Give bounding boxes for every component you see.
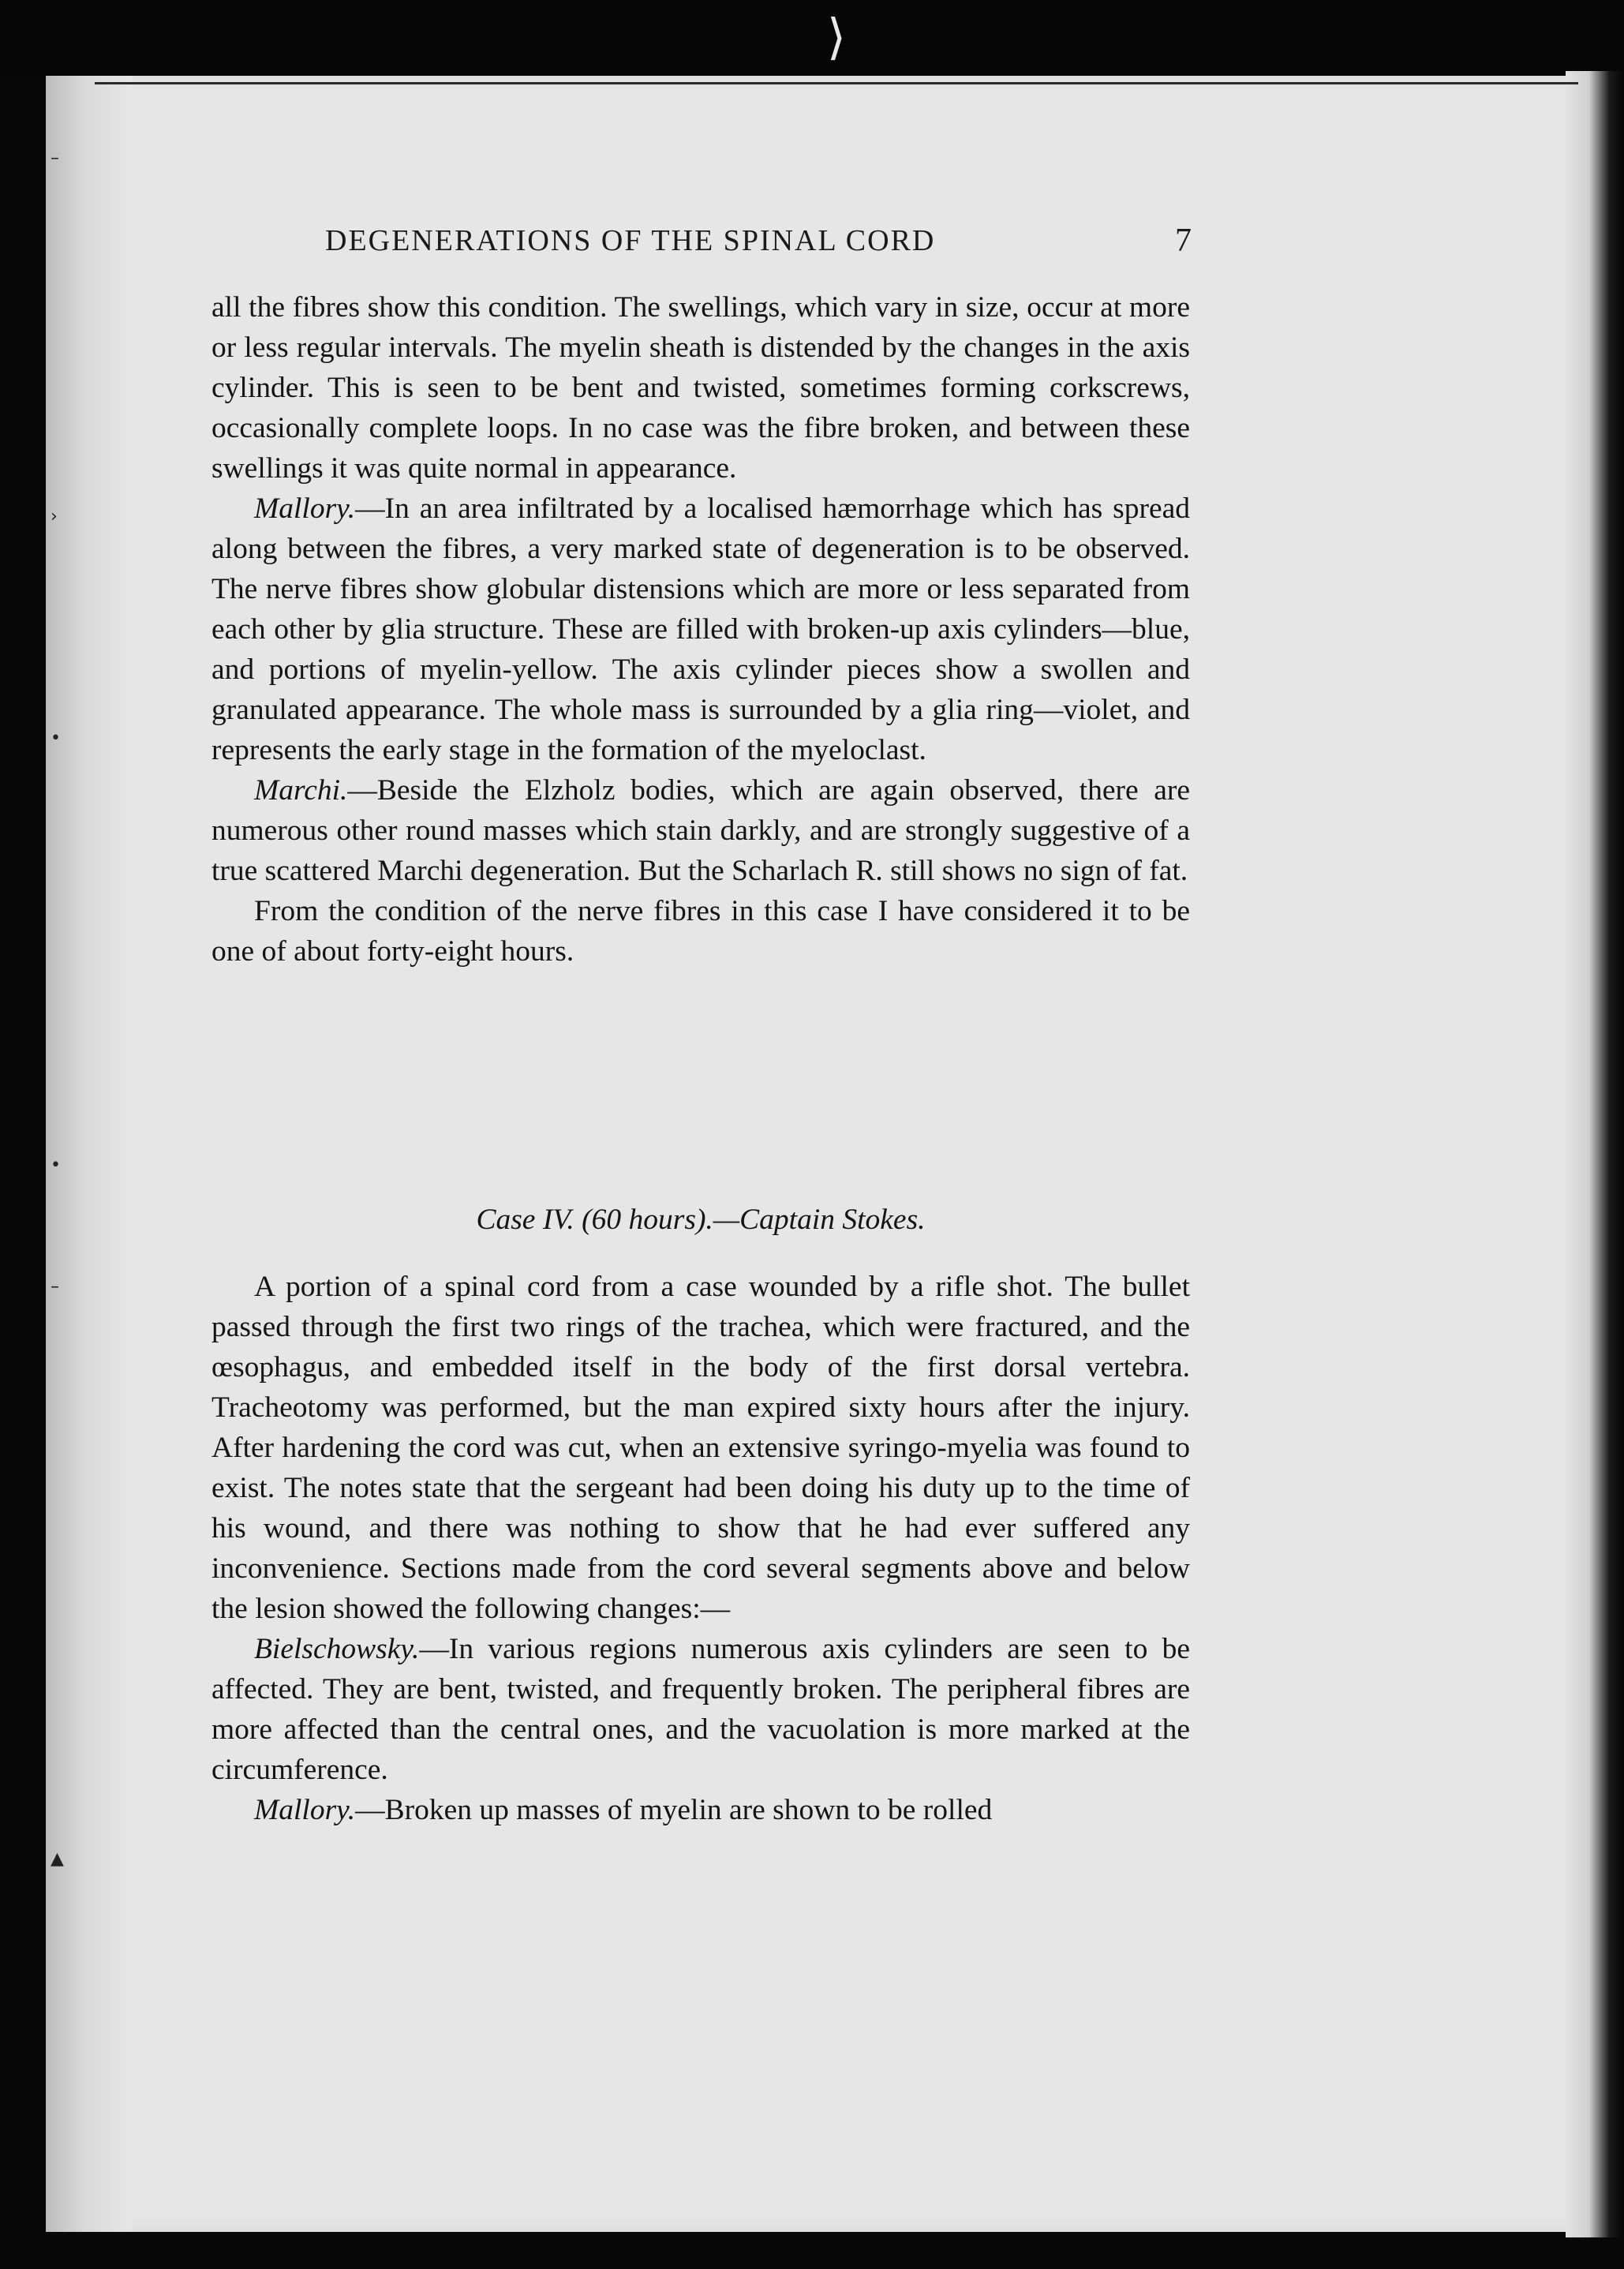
scan-artifact-mark: ⟩ [826,11,847,65]
running-title: DEGENERATIONS OF THE SPINAL CORD [325,224,936,257]
margin-speck: › [51,507,58,526]
case-heading: Case IV. (60 hours).—Captain Stokes. [476,1204,926,1236]
margin-speck: • [51,1155,61,1175]
body-text-upper [211,287,1190,972]
margin-speck: • [51,728,61,748]
paragraph-continuation: all the fibres show this condition. The swellings, which vary in size, occur at more or less regular intervals. The myelin sheath is distended by the changes in the axis cylinder. This is seen to be bent and twisted, sometimes forming corkscrews, occasionally complete loops. In no case was the fibre broken, and between these swellings it was quite normal in appearance. [211,291,1190,485]
paragraph-case-description: A portion of a spinal cord from a case wounded by a rifle shot. The bullet passed through the first two rings of the trachea, which were fractured, and the œsophagus, and embedded itself in the body of the first dorsal vertebra. Tracheotomy was performed, but the man expired sixty hours after the injury. After hardening the cord was cut, when an extensive syringo-myelia was found to exist. The notes state that the sergeant had been doing his duty up to the time of his wound, and there was nothing to show that he had ever suffered any inconvenience. Sections made from the cord several segments above and below the lesion showed the following changes:— [211,1271,1190,1625]
scan-left-border [0,0,46,2269]
page-top-edge [95,82,1578,84]
paragraph-bielschowsky [211,1629,1190,1790]
page-right-edge [1566,71,1624,2237]
margin-speck: ▲ [51,1849,64,1869]
paragraph-bielschowsky-text: —In various regions numerous axis cylinders are seen to be affected. They are bent, twisted, and frequently broken. The peripheral fibres are more affected than the central ones, and the vacuolation is more marked at the circumference. [211,1633,1190,1786]
paragraph-marchi [211,770,1190,891]
page-header [284,219,1192,262]
stain-name-mallory: Mallory. [254,492,356,525]
page-gutter-shadow [46,76,133,2232]
page-number: 7 [1175,223,1192,259]
margin-speck: – [51,1277,59,1297]
paragraph-conclusion: From the condition of the nerve fibres in this case I have considered it to be one of about forty-eight hours. [211,895,1190,968]
margin-speck: – [51,148,59,168]
paragraph-mallory-2-text: —Broken up masses of myelin are shown to be rolled [355,1794,993,1826]
scan-bottom-border [0,2232,1624,2269]
paragraph-mallory-2 [211,1790,1190,1830]
paragraph-mallory [211,489,1190,770]
paragraph-mallory-text: —In an area infiltrated by a localised hæmorrhage which has spread along between the fibres, a very marked state of degeneration is to be observed. The nerve fibres show globular distensions which are more or less separated from each other by glia structure. These are filled with broken-up axis cylinders—blue, and portions of myelin-yellow. The axis cylinder pieces show a swollen and granulated appearance. The whole mass is surrounded by a glia ring—violet, and represents the early stage in the formation of the myeloclast. [211,492,1190,766]
paragraph-marchi-text: —Beside the Elzholz bodies, which are again observed, there are numerous other round masses which stain darkly, and are strongly suggestive of a true scattered Marchi degeneration. But the Scharlach R. still shows no sign of fat. [211,774,1190,887]
body-text-lower [211,1267,1190,1830]
stain-name-bielschowsky: Bielschowsky. [254,1633,420,1665]
stain-name-marchi: Marchi. [254,774,348,807]
stain-name-mallory-2: Mallory. [254,1794,356,1826]
